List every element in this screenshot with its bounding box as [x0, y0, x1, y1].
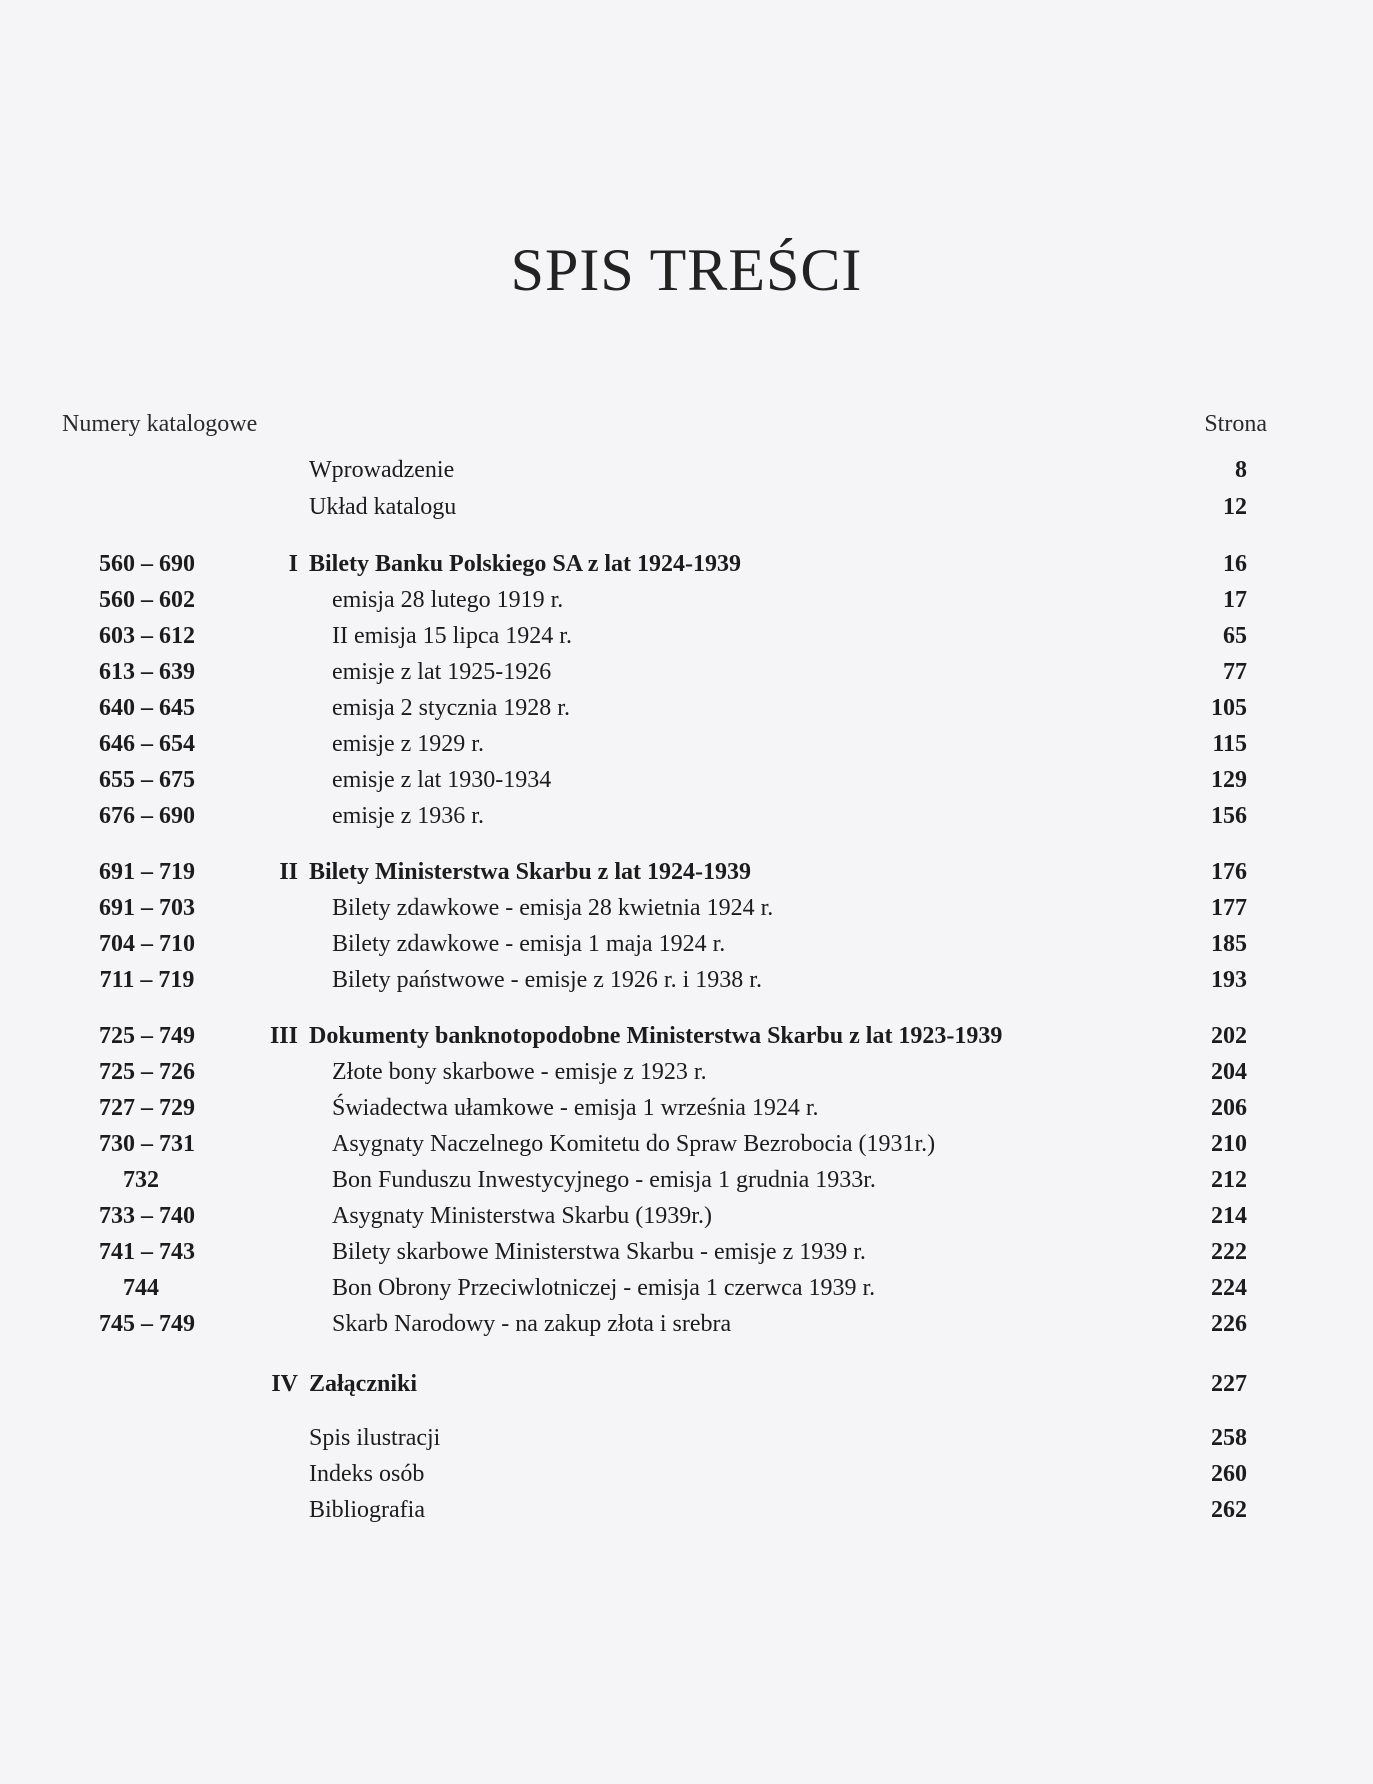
entry-title: emisja 2 stycznia 1928 r.	[332, 695, 570, 721]
entry-title: Bon Obrony Przeciwlotniczej - emisja 1 czerwca 1939 r.	[332, 1275, 876, 1301]
toc-entry	[0, 799, 1373, 833]
entry-title: emisja 28 lutego 1919 r.	[332, 587, 564, 613]
catalog-numbers-header: Numery katalogowe	[62, 411, 258, 437]
page-title: SPIS TREŚCI	[510, 237, 863, 303]
catalog-number-range: 560 – 602	[99, 587, 195, 613]
toc-entry	[0, 1493, 1373, 1527]
page-number: 12	[1223, 494, 1247, 520]
entry-title: Bilety zdawkowe - emisja 1 maja 1924 r.	[332, 931, 726, 957]
entry-title: Bilety zdawkowe - emisja 28 kwietnia 1924 r.	[332, 895, 774, 921]
entry-title: Wprowadzenie	[309, 457, 455, 483]
toc-entry	[0, 727, 1373, 761]
toc-entry	[0, 547, 1373, 581]
toc-entry	[0, 453, 1373, 487]
entry-title: Układ katalogu	[309, 494, 457, 520]
page-number: 226	[1211, 1311, 1247, 1337]
catalog-number-range: 691 – 719	[99, 859, 195, 885]
page-number: 222	[1211, 1239, 1247, 1265]
section-numeral: III	[269, 1023, 298, 1049]
toc-entry	[0, 855, 1373, 889]
page-number: 156	[1211, 803, 1247, 829]
toc-entry	[0, 1163, 1373, 1197]
toc-entry	[0, 963, 1373, 997]
page-number: 210	[1211, 1131, 1247, 1157]
toc-entry	[0, 1235, 1373, 1269]
catalog-number-range: 613 – 639	[99, 659, 195, 685]
entry-title: Bibliografia	[309, 1497, 425, 1523]
toc-entry	[0, 763, 1373, 797]
page-number: 105	[1211, 695, 1247, 721]
section-numeral: II	[279, 859, 298, 885]
entry-title: emisje z 1929 r.	[332, 731, 484, 757]
catalog-number-range: 560 – 690	[99, 551, 195, 577]
catalog-number-range: 640 – 645	[99, 695, 195, 721]
catalog-number-range: 744	[123, 1275, 159, 1301]
page-number: 77	[1223, 659, 1247, 685]
entry-title: Bilety skarbowe Ministerstwa Skarbu - emisje z 1939 r.	[332, 1239, 866, 1265]
toc-entry	[0, 1127, 1373, 1161]
toc-entry	[0, 1055, 1373, 1089]
page-number: 262	[1211, 1497, 1247, 1523]
toc-entry	[0, 891, 1373, 925]
page-number: 177	[1211, 895, 1247, 921]
catalog-number-range: 691 – 703	[99, 895, 195, 921]
catalog-number-range: 732	[123, 1167, 159, 1193]
page-number: 115	[1212, 731, 1247, 757]
catalog-number-range: 745 – 749	[99, 1311, 195, 1337]
toc-entry	[0, 1457, 1373, 1491]
page-column-header: Strona	[1204, 411, 1267, 437]
catalog-number-range: 646 – 654	[99, 731, 195, 757]
entry-title: emisje z lat 1925-1926	[332, 659, 552, 685]
catalog-number-range: 725 – 726	[99, 1059, 195, 1085]
toc-entry	[0, 1019, 1373, 1053]
entry-title: Bon Funduszu Inwestycyjnego - emisja 1 grudnia 1933r.	[332, 1167, 876, 1193]
page-number: 176	[1211, 859, 1247, 885]
toc-entry	[0, 1307, 1373, 1341]
catalog-number-range: 727 – 729	[99, 1095, 195, 1121]
toc-entry	[0, 1421, 1373, 1455]
page-number: 258	[1211, 1425, 1247, 1451]
catalog-number-range: 725 – 749	[99, 1023, 195, 1049]
catalog-number-range: 603 – 612	[99, 623, 195, 649]
toc-entry	[0, 1271, 1373, 1305]
section-numeral: I	[288, 551, 298, 577]
entry-title: emisje z 1936 r.	[332, 803, 484, 829]
page-number: 212	[1211, 1167, 1247, 1193]
toc-entry	[0, 619, 1373, 653]
page-number: 204	[1211, 1059, 1247, 1085]
entry-title: emisje z lat 1930-1934	[332, 767, 552, 793]
page-number: 202	[1211, 1023, 1247, 1049]
catalog-number-range: 741 – 743	[99, 1239, 195, 1265]
entry-title: II emisja 15 lipca 1924 r.	[332, 623, 572, 649]
page-number: 227	[1211, 1371, 1247, 1397]
section-title: Załączniki	[309, 1371, 418, 1397]
entry-title: Bilety państwowe - emisje z 1926 r. i 1938 r.	[332, 967, 762, 993]
catalog-number-range: 711 – 719	[99, 967, 195, 993]
catalog-number-range: 733 – 740	[99, 1203, 195, 1229]
catalog-number-range: 655 – 675	[99, 767, 195, 793]
page-number: 185	[1211, 931, 1247, 957]
entry-title: Spis ilustracji	[309, 1425, 441, 1451]
page-number: 206	[1211, 1095, 1247, 1121]
catalog-number-range: 676 – 690	[99, 803, 195, 829]
toc-entry	[0, 655, 1373, 689]
page-number: 17	[1223, 587, 1247, 613]
page-number: 224	[1211, 1275, 1247, 1301]
page-number: 129	[1211, 767, 1247, 793]
page-number: 16	[1223, 551, 1247, 577]
toc-entry	[0, 490, 1373, 524]
section-title: Bilety Ministerstwa Skarbu z lat 1924-1939	[309, 859, 751, 885]
page-number: 214	[1211, 1203, 1247, 1229]
page-number: 260	[1211, 1461, 1247, 1487]
catalog-number-range: 704 – 710	[99, 931, 195, 957]
entry-title: Świadectwa ułamkowe - emisja 1 września 1924 r.	[332, 1095, 819, 1121]
section-title: Dokumenty banknotopodobne Ministerstwa Skarbu z lat 1923-1939	[309, 1023, 1003, 1049]
entry-title: Skarb Narodowy - na zakup złota i srebra	[332, 1311, 732, 1337]
toc-entry	[0, 1367, 1373, 1401]
toc-entry	[0, 927, 1373, 961]
entry-title: Asygnaty Ministerstwa Skarbu (1939r.)	[332, 1203, 712, 1229]
entry-title: Indeks osób	[309, 1461, 425, 1487]
section-title: Bilety Banku Polskiego SA z lat 1924-1939	[309, 551, 742, 577]
toc-entry	[0, 1091, 1373, 1125]
toc-entry	[0, 583, 1373, 617]
page-number: 65	[1223, 623, 1247, 649]
entry-title: Złote bony skarbowe - emisje z 1923 r.	[332, 1059, 707, 1085]
toc-entry	[0, 691, 1373, 725]
toc-entry	[0, 1199, 1373, 1233]
entry-title: Asygnaty Naczelnego Komitetu do Spraw Bezrobocia (1931r.)	[332, 1131, 936, 1157]
page-number: 193	[1211, 967, 1247, 993]
catalog-number-range: 730 – 731	[99, 1131, 195, 1157]
page-number: 8	[1235, 457, 1247, 483]
section-numeral: IV	[271, 1371, 298, 1397]
